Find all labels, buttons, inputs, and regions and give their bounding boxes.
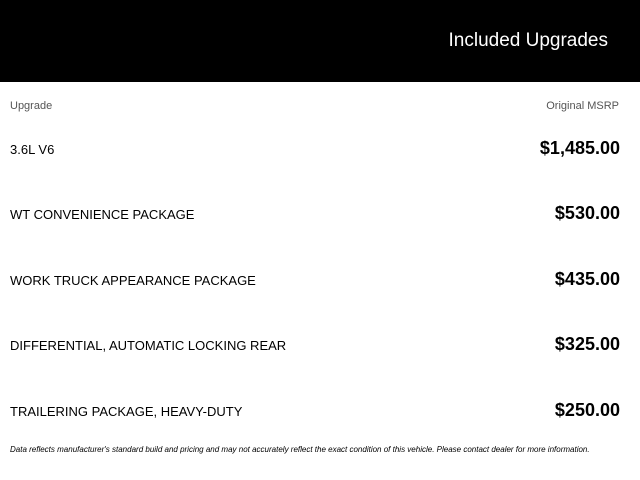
table-row [10,134,620,164]
upgrade-name: WORK TRUCK APPEARANCE PACKAGE [10,273,256,288]
upgrade-price: $1,485.00 [539,138,620,158]
upgrade-price: $325.00 [554,334,620,354]
upgrade-price: $435.00 [554,269,620,289]
table-row [10,330,620,360]
column-header-msrp: Original MSRP [546,100,619,112]
table-row [10,396,620,426]
upgrade-price: $530.00 [554,203,620,223]
upgrade-name: TRAILERING PACKAGE, HEAVY-DUTY [10,404,243,419]
upgrade-name: 3.6L V6 [10,142,55,157]
table-row [10,265,620,295]
header-bar [0,0,640,82]
upgrade-name: DIFFERENTIAL, AUTOMATIC LOCKING REAR [10,338,287,353]
disclaimer-text: Data reflects manufacturer's standard build and pricing and may not accurately reflect the exact condition of this vehicle. Please contact dealer for more information. [10,445,590,454]
upgrade-price: $250.00 [554,400,620,420]
page-title: Included Upgrades [448,30,608,51]
upgrade-name: WT CONVENIENCE PACKAGE [10,207,195,222]
table-row [10,199,620,229]
column-header-upgrade: Upgrade [10,100,53,112]
